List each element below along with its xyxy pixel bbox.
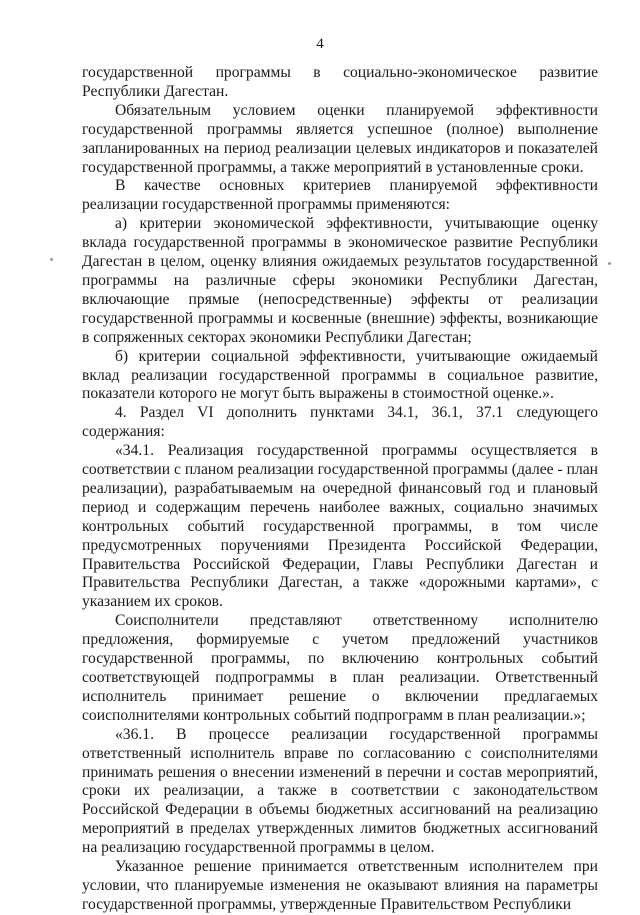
page-number: 4 [316,36,324,52]
scan-speck [608,262,611,265]
paragraph-9: «36.1. В процессе реализации государственной программы ответственный исполнитель вправе по согласованию с соисполнителями принимать решения о внесении изменений в перечни и состав мероприятий, сроки их реализации, а также в соответствии с законодательством Российской Федерации в объемы бюджетных ассигнований на реализацию мероприятий в пределах утвержденных лимитов бюджетных ассигнований на реализацию государственной программы в целом. [82,725,598,857]
paragraph-4: а) критерии экономической эффективности, учитывающие оценку вклада государственной программы в экономическое развитие Республики Дагестан в целом, оценку влияния ожидаемых результатов государственной программы на различные сферы экономики Республики Дагестан, включающие прямые (непосредственные) эффекты от реализации государственной программы и косвенные (внешние) эффекты, возникающие в сопряженных секторах экономики Республики Дагестан; [82,215,598,346]
paragraph-7: «34.1. Реализация государственной программы осуществляется в соответствии с планом реализации государственной программы (далее - план реализации), разрабатываемым на очередной финансовый год и плановый период и содержащим перечень наиболее важных, социально значимых контрольных событий государственной программы, в том числе предусмотренных поручениями Президента Российской Федерации, Правительства Российской Федерации, Главы Республики Дагестан и Правительства Республики Дагестан, а также «дорожными картами», с указанием их сроков. [82,442,598,611]
paragraph-3: В качестве основных критериев планируемой эффективности реализации государственной программы применяются: [82,177,598,214]
paragraph-2: Обязательным условием оценки планируемой эффективности государственной программы является успешное (полное) выполнение запланированных на период реализации целевых индикаторов и показателей государственной программы, а также мероприятий в установленные сроки. [82,101,598,176]
document-body [82,64,598,915]
paragraph-8: Соисполнители представляют ответственному исполнителю предложения, формируемые с учетом предложений участников государственной программы, по включению контрольных событий соответствующей подпрограммы в план реализации. Ответственный исполнитель принимает решение о включении предлагаемых соисполнителями контрольных событий подпрограмм в план реализации.»; [82,612,598,724]
paragraph-5: б) критерии социальной эффективности, учитывающие ожидаемый вклад реализации государственной программы в социальное развитие, показатели которого не могут быть выражены в стоимостной оценке.». [82,347,598,403]
scan-speck [50,258,53,261]
paragraph-6: 4. Раздел VI дополнить пунктами 34.1, 36.1, 37.1 следующего содержания: [82,404,598,441]
paragraph-1: государственной программы в социально-экономическое развитие Республики Дагестан. [82,64,598,100]
paragraph-10: Указанное решение принимается ответственным исполнителем при условии, что планируемые изменения не оказывают влияния на параметры государственной программы, утвержденные Правительством Республики [82,858,598,913]
